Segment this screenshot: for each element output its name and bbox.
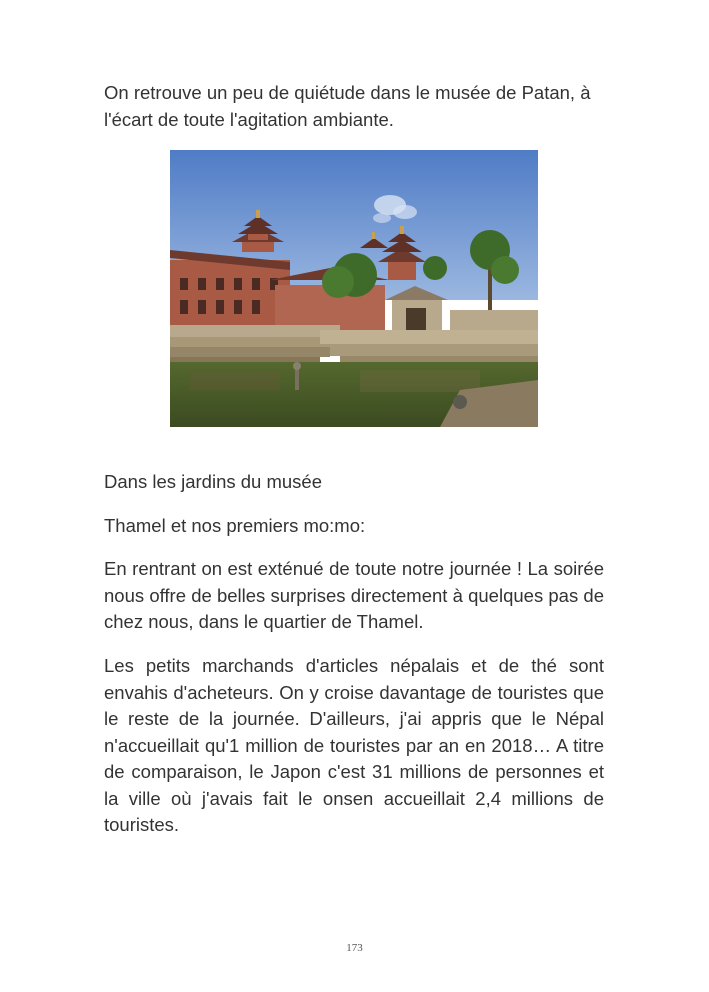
patan-museum-photo bbox=[170, 150, 538, 427]
body-paragraph-1: En rentrant on est exténué de toute notre journée ! La soirée nous offre de belles surprises directement à quelques pas de chez nous, dans le quartier de Thamel. bbox=[104, 558, 604, 632]
photo-caption: Dans les jardins du musée bbox=[104, 471, 322, 492]
body-paragraph-2: Les petits marchands d'articles népalais et de thé sont envahis d'acheteurs. On y croise davantage de touristes que le reste de la journée. D'ailleurs, j'ai appris que le Népal n'accueillait qu'1 million de touristes par an en 2018… A titre de comparaison, le Japon c'est 31 millions de personnes et la ville où j'avais fait le onsen accueillait 2,4 millions de touristes. bbox=[104, 655, 604, 835]
section-heading: Thamel et nos premiers mo:mo: bbox=[104, 515, 366, 536]
intro-paragraph: On retrouve un peu de quiétude dans le musée de Patan, à l'écart de toute l'agitation ambiante. bbox=[104, 82, 591, 130]
page-number: 173 bbox=[346, 942, 363, 954]
